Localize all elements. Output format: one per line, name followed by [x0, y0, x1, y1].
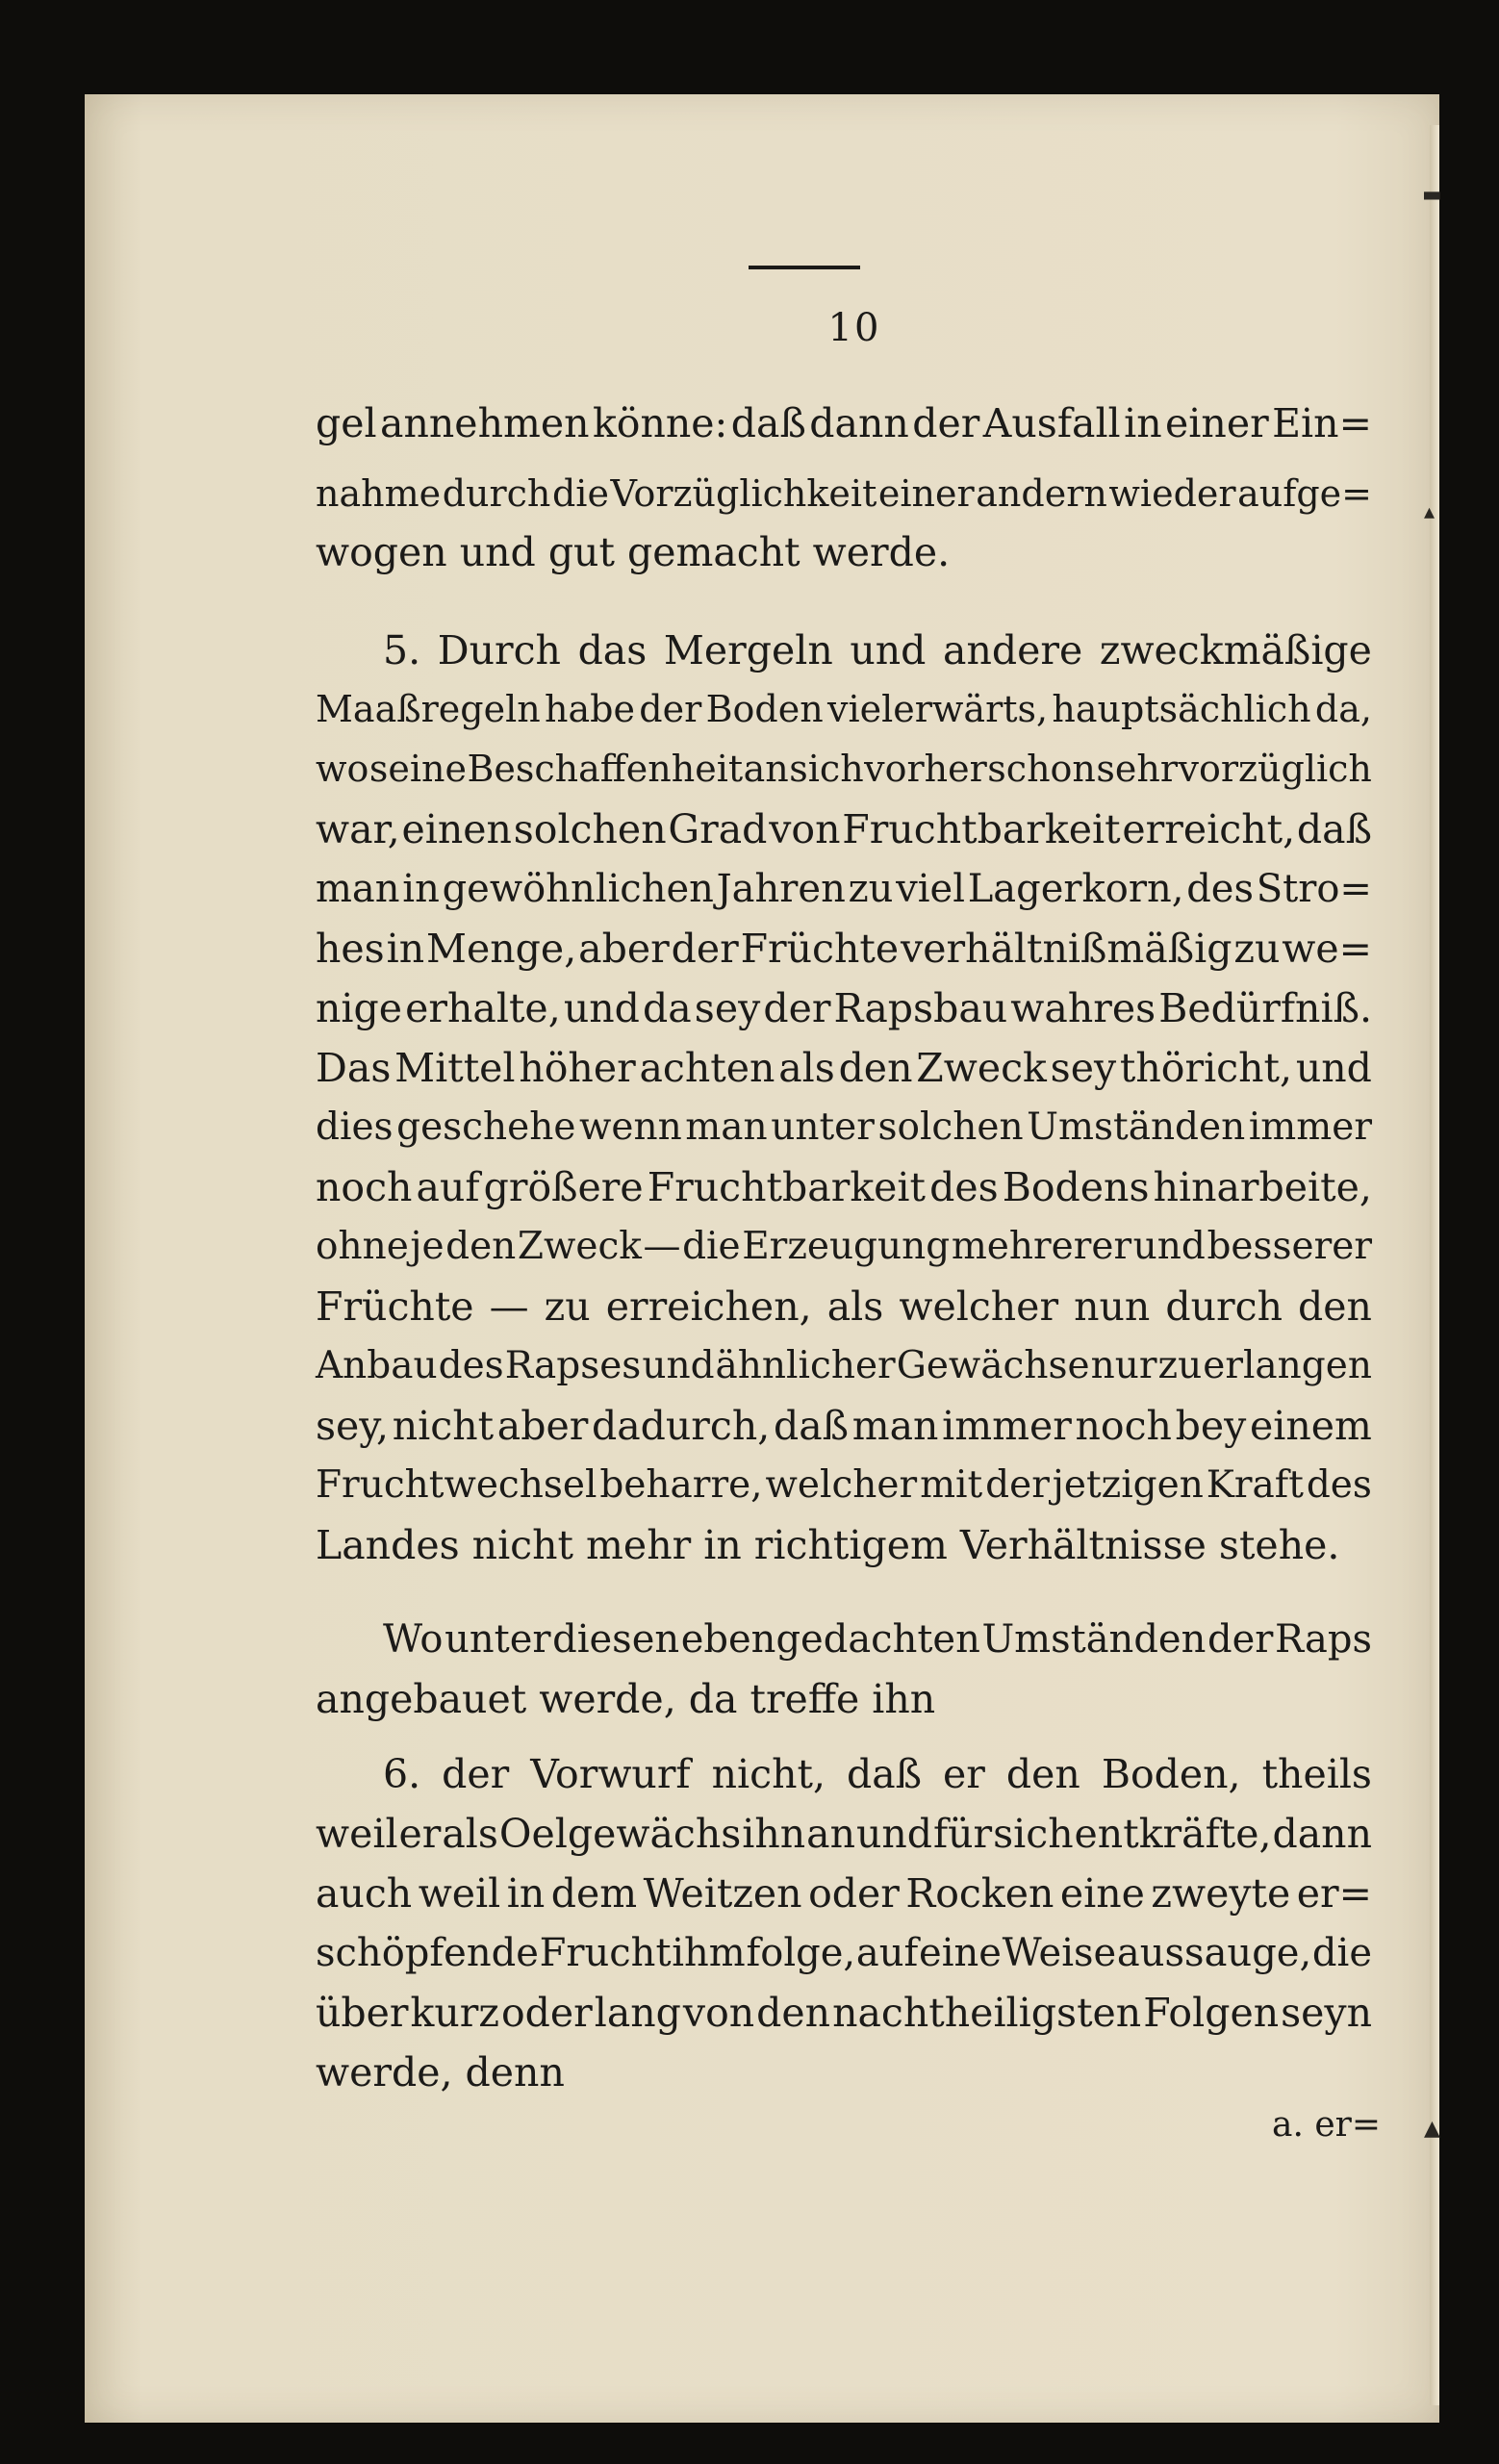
word: thöricht,	[1119, 1045, 1293, 1091]
word: Maaßregeln	[316, 688, 541, 730]
word: Grad	[668, 806, 768, 852]
word: als	[826, 1283, 884, 1330]
word: ihn	[742, 1811, 806, 1857]
word: da	[642, 985, 692, 1031]
word: Gewächse	[896, 1344, 1090, 1387]
word: achten	[639, 1045, 775, 1091]
word: schöpfende	[316, 1931, 539, 1975]
word: Früchte	[316, 1283, 474, 1330]
word: eine	[919, 1931, 1002, 1975]
word: einem	[1249, 1403, 1372, 1449]
word: erlangen	[1203, 1344, 1372, 1387]
text-line	[316, 806, 1372, 852]
word: kurz	[410, 1990, 499, 2036]
word: wahres	[1010, 985, 1156, 1031]
page-number: 10	[827, 306, 881, 350]
word: Wo	[383, 1617, 444, 1662]
word: noch	[1075, 1403, 1172, 1449]
word: 6.	[383, 1751, 421, 1797]
text-line	[316, 1403, 1372, 1449]
word: die	[1311, 1931, 1372, 1975]
word: gel	[316, 400, 377, 446]
word: einer	[1165, 400, 1269, 446]
word: könne:	[592, 400, 728, 446]
word: von	[769, 806, 841, 852]
word: oder	[808, 1870, 900, 1917]
word: daß	[846, 1751, 923, 1797]
word: theils	[1261, 1751, 1372, 1797]
word: Rocken	[905, 1870, 1054, 1917]
word: der	[912, 400, 980, 446]
word: der	[639, 688, 702, 730]
word: wo	[316, 748, 369, 790]
word: welcher	[899, 1283, 1059, 1330]
word: und	[1295, 1045, 1372, 1091]
word: annehmen	[380, 400, 590, 446]
text-line	[316, 688, 1372, 730]
word: und	[850, 627, 927, 673]
word: man	[685, 1105, 768, 1149]
word: sich	[789, 748, 864, 790]
word: nahme	[316, 472, 442, 515]
word: vorzüglich	[1178, 748, 1372, 790]
word: oder	[500, 1990, 593, 2036]
word: schon	[987, 748, 1096, 790]
word: Erzeugung	[742, 1225, 951, 1268]
text-line	[383, 1617, 1372, 1662]
word: wieder	[1108, 472, 1236, 515]
word: sey	[694, 985, 761, 1031]
word: des	[929, 1164, 999, 1210]
word: diesen	[552, 1617, 680, 1662]
word: Zweck	[916, 1045, 1047, 1091]
word: jetzigen	[1052, 1463, 1204, 1507]
word: besserer	[1207, 1225, 1372, 1268]
word: Rapsbau	[833, 985, 1008, 1031]
word: dann	[1272, 1811, 1372, 1857]
word: Oelgewächs	[498, 1811, 742, 1857]
word: Weitzen	[643, 1870, 802, 1917]
word: ähnlicher	[715, 1344, 896, 1387]
word: zu	[1233, 926, 1281, 972]
margin-mark: ▴	[1424, 500, 1435, 524]
text-line	[316, 472, 1372, 515]
word: der	[763, 985, 831, 1031]
page-edge	[1430, 125, 1439, 2405]
word: höher	[519, 1045, 636, 1091]
word: an	[806, 1811, 856, 1857]
word: daß	[730, 400, 806, 446]
word: Vorzüglichkeit	[610, 472, 877, 515]
word: Beschaffenheit	[467, 748, 744, 790]
word: —	[643, 1225, 681, 1268]
catchword: a. er=	[1272, 2105, 1382, 2145]
word: den	[756, 1990, 831, 2036]
word: aufge=	[1237, 472, 1372, 515]
text-line	[316, 1283, 1372, 1330]
word: an	[743, 748, 789, 790]
word: sehr	[1096, 748, 1179, 790]
word: Umständen	[1027, 1105, 1246, 1149]
word: nicht,	[711, 1751, 826, 1797]
word: Fruchtwechsel	[316, 1463, 597, 1507]
text-line	[316, 1045, 1372, 1091]
word: und	[855, 1811, 933, 1857]
word: Mittel	[394, 1045, 516, 1091]
word: bey	[1175, 1403, 1247, 1449]
word: hes	[316, 926, 385, 972]
word: von	[682, 1990, 755, 2036]
word: Folgen	[1143, 1990, 1280, 2036]
word: eine	[1059, 1870, 1145, 1917]
page-text-block	[85, 94, 1439, 2423]
word: durch	[1165, 1283, 1283, 1330]
word: mehrerer	[951, 1225, 1132, 1268]
word: Frucht	[539, 1931, 672, 1975]
word: seyn	[1281, 1990, 1372, 2036]
word: habe	[545, 688, 635, 730]
word: aussauge,	[1116, 1931, 1312, 1975]
word: nun	[1074, 1283, 1151, 1330]
word: aber	[496, 1403, 589, 1449]
word: nur	[1090, 1344, 1157, 1387]
word: der	[1207, 1617, 1274, 1662]
word: sey	[1050, 1045, 1117, 1091]
word: den	[1005, 1751, 1080, 1797]
text-line	[316, 985, 1372, 1031]
text-line	[316, 1164, 1372, 1210]
word: unter	[445, 1617, 551, 1662]
word: daß	[1296, 806, 1372, 852]
word: erreichen,	[605, 1283, 812, 1330]
word: we=	[1282, 926, 1372, 972]
text-line: angebauet werde, da treffe ihn	[316, 1676, 936, 1722]
text-line: Landes nicht mehr in richtigem Verhältnisse stehe.	[316, 1522, 1340, 1568]
word: auf	[855, 1931, 919, 1975]
word: seine	[368, 748, 467, 790]
text-line	[316, 867, 1372, 911]
word: sey,	[316, 1403, 390, 1449]
word: und	[1132, 1225, 1206, 1268]
word: Bedürfniß.	[1158, 985, 1372, 1031]
word: Vorwurf	[530, 1751, 691, 1797]
word: verhältnißmäßig	[901, 926, 1232, 972]
word: je	[410, 1225, 445, 1268]
word: für	[932, 1811, 993, 1857]
text-line	[316, 1463, 1372, 1507]
word: auf	[416, 1164, 480, 1210]
word: vorher	[864, 748, 987, 790]
word: —	[489, 1283, 529, 1330]
word: die	[551, 472, 609, 515]
word: einer	[877, 472, 975, 515]
word: er	[398, 1811, 442, 1857]
word: nicht	[392, 1403, 495, 1449]
word: sich	[993, 1811, 1074, 1857]
word: dadurch,	[591, 1403, 771, 1449]
word: Das	[316, 1045, 392, 1091]
word: hinarbeite,	[1153, 1164, 1372, 1210]
word: den	[445, 1225, 517, 1268]
word: gewöhnlichen	[442, 867, 714, 911]
text-line: wogen und gut gemacht werde.	[316, 529, 951, 575]
text-line	[383, 1751, 1372, 1797]
word: den	[838, 1045, 913, 1091]
word: Bodens	[1002, 1164, 1150, 1210]
word: zu	[1157, 1344, 1203, 1387]
word: Boden	[705, 688, 824, 730]
word: als	[778, 1045, 835, 1091]
word: in	[386, 926, 425, 972]
word: Anbau	[316, 1344, 438, 1387]
word: und	[563, 985, 640, 1031]
margin-mark: ▬	[1422, 183, 1442, 207]
word: aber	[578, 926, 670, 972]
word: vielerwärts,	[826, 688, 1049, 730]
word: Kraft	[1206, 1463, 1304, 1507]
word: dem	[550, 1870, 638, 1917]
word: durch	[442, 472, 551, 515]
word: Zweck	[517, 1225, 642, 1268]
word: andere	[943, 627, 1083, 673]
word: weil	[316, 1811, 398, 1857]
word: Jahren	[716, 867, 846, 911]
text-line	[316, 748, 1372, 790]
word: Raps	[1274, 1617, 1372, 1662]
word: ebengedachten	[680, 1617, 980, 1662]
word: ohne	[316, 1225, 409, 1268]
word: der	[985, 1463, 1050, 1507]
word: erhalte,	[405, 985, 561, 1031]
word: war,	[316, 806, 400, 852]
word: Rapses	[504, 1344, 642, 1387]
word: weil	[418, 1870, 501, 1917]
word: das	[577, 627, 648, 673]
word: Fruchtbarkeit	[842, 806, 1121, 852]
word: auch	[316, 1870, 413, 1917]
word: folge,	[746, 1931, 856, 1975]
text-line	[316, 1105, 1372, 1149]
word: dann	[809, 400, 909, 446]
text-line	[316, 1344, 1372, 1387]
word: Weise	[1002, 1931, 1117, 1975]
margin-mark: ▲	[1424, 2117, 1440, 2141]
word: in	[506, 1870, 546, 1917]
word: des	[1306, 1463, 1372, 1507]
word: in	[1124, 400, 1162, 446]
text-line	[316, 1990, 1372, 2036]
text-line	[383, 627, 1372, 673]
word: Ein=	[1272, 400, 1372, 446]
word: zu	[544, 1283, 591, 1330]
word: daß	[773, 1403, 850, 1449]
word: andern	[976, 472, 1107, 515]
word: noch	[316, 1164, 413, 1210]
word: welcher	[765, 1463, 918, 1507]
word: Boden,	[1101, 1751, 1241, 1797]
word: über	[316, 1990, 409, 2036]
word: als	[442, 1811, 498, 1857]
text-line: werde, denn	[316, 2049, 565, 2096]
word: den	[1298, 1283, 1372, 1330]
word: des	[1186, 867, 1255, 911]
word: Lagerkorn,	[967, 867, 1184, 911]
word: man	[851, 1403, 939, 1449]
word: der	[671, 926, 739, 972]
word: immer	[1248, 1105, 1372, 1149]
word: hauptsächlich	[1052, 688, 1311, 730]
word: 5.	[383, 627, 421, 673]
text-line	[316, 1225, 1372, 1268]
word: geschehe	[396, 1105, 576, 1149]
text-line	[316, 1811, 1372, 1857]
text-line	[316, 1870, 1372, 1917]
text-line	[316, 1931, 1372, 1975]
word: zu	[848, 867, 894, 911]
word: der	[442, 1751, 510, 1797]
word: ihm	[672, 1931, 746, 1975]
word: er	[943, 1751, 985, 1797]
text-line	[316, 926, 1372, 972]
word: er=	[1296, 1870, 1372, 1917]
word: nachtheiligsten	[832, 1990, 1142, 2036]
word: Fruchtbarkeit	[647, 1164, 927, 1210]
word: des	[438, 1344, 504, 1387]
word: Mergeln	[663, 627, 833, 673]
word: zweckmäßige	[1099, 627, 1372, 673]
word: wenn	[579, 1105, 682, 1149]
word: Durch	[437, 627, 561, 673]
word: erreicht,	[1122, 806, 1296, 852]
text-line	[316, 400, 1372, 446]
word: in	[402, 867, 440, 911]
word: Früchte	[740, 926, 900, 972]
word: entkräfte,	[1074, 1811, 1272, 1857]
word: Menge,	[426, 926, 577, 972]
word: man	[316, 867, 400, 911]
word: Umständen	[981, 1617, 1207, 1662]
word: zweyte	[1151, 1870, 1291, 1917]
word: größere	[483, 1164, 644, 1210]
word: da,	[1314, 688, 1372, 730]
word: und	[642, 1344, 715, 1387]
paper-sheet	[85, 94, 1439, 2423]
word: solchen	[877, 1105, 1024, 1149]
word: beharre,	[599, 1463, 763, 1507]
header-rule	[749, 266, 860, 269]
word: Ausfall	[982, 400, 1121, 446]
word: Stro=	[1256, 867, 1372, 911]
word: unter	[771, 1105, 875, 1149]
word: nige	[316, 985, 403, 1031]
word: dies	[316, 1105, 394, 1149]
word: solchen	[513, 806, 667, 852]
word: einen	[401, 806, 512, 852]
word: mit	[920, 1463, 983, 1507]
word: immer	[942, 1403, 1072, 1449]
word: die	[682, 1225, 741, 1268]
word: viel	[896, 867, 965, 911]
word: lang	[594, 1990, 681, 2036]
